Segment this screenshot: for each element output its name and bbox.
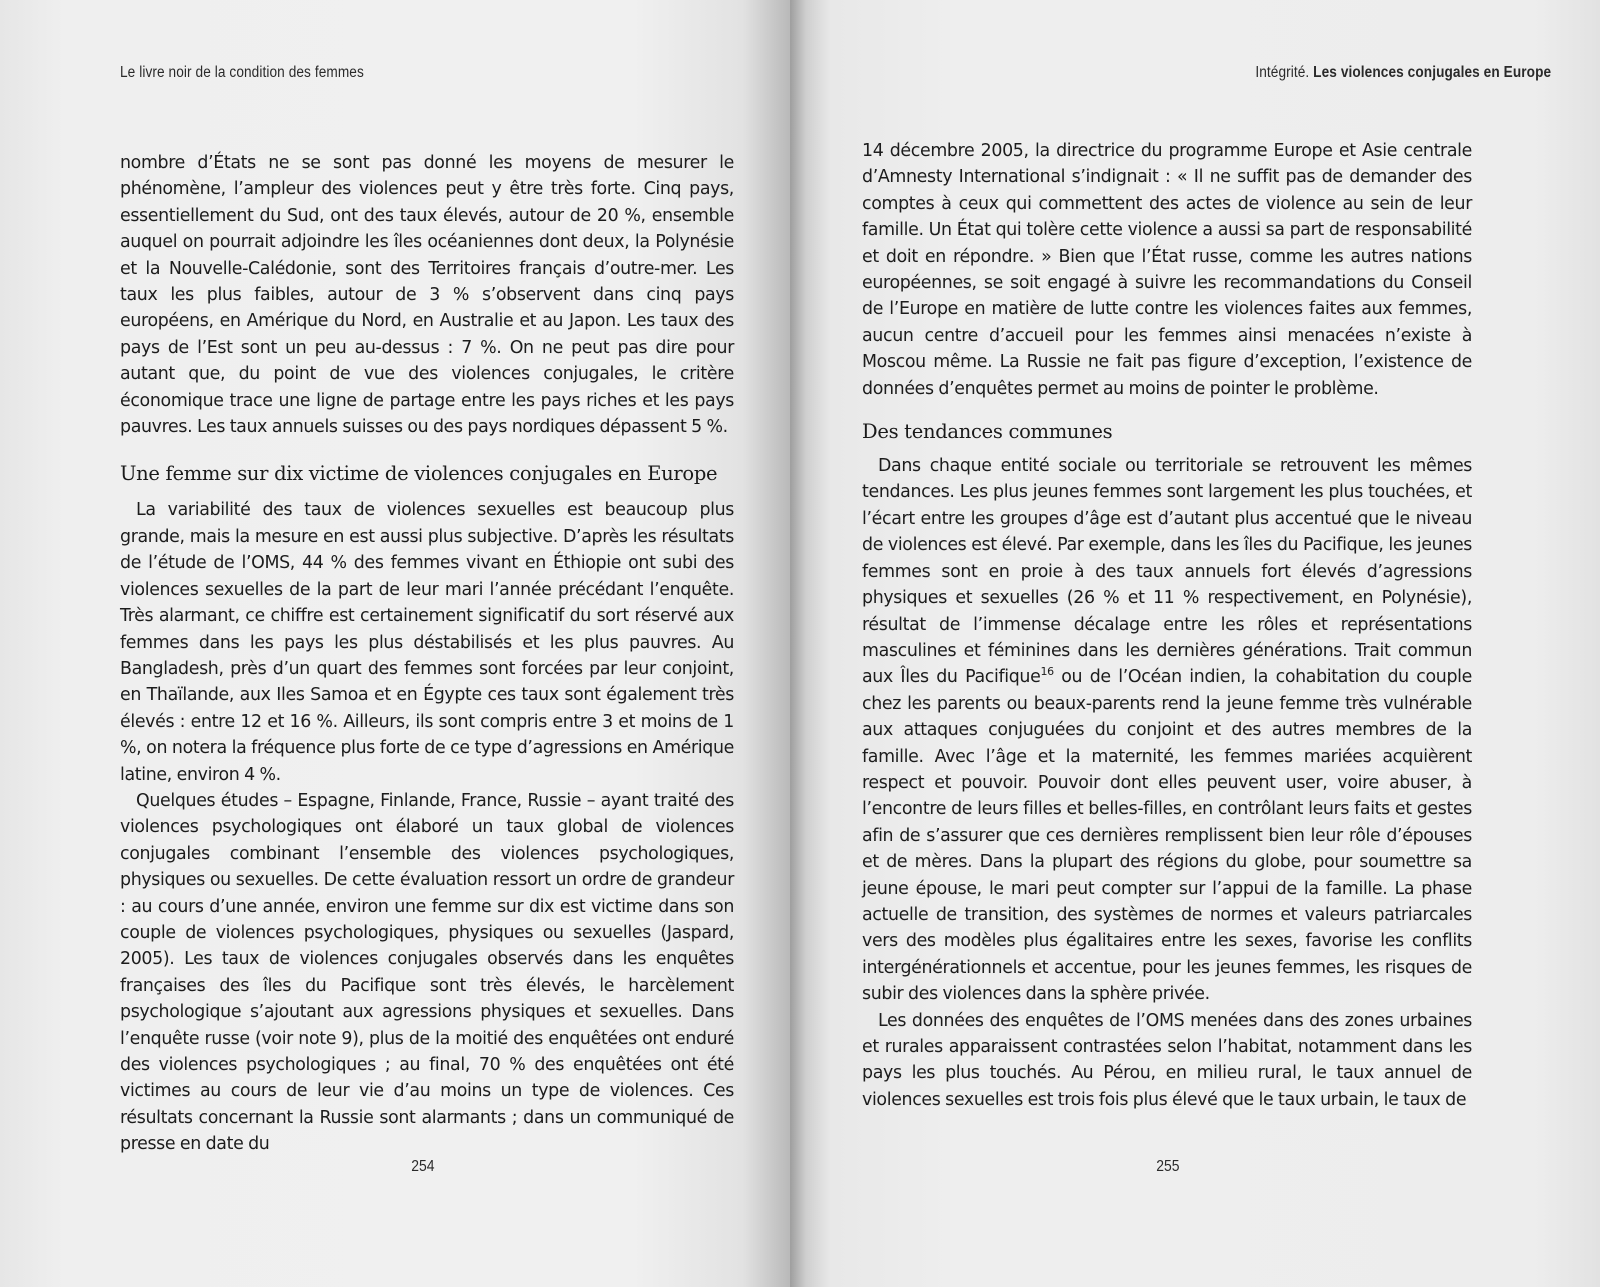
right-paragraph-1: 14 décembre 2005, la directrice du programme Europe et Asie centrale d’Amnesty International s’indignait : « Il ne suffit pas de demander des comptes à ceux qui commettent des actes de violence au sein de leur famille. Un État qui tolère cette violence a aussi sa part de responsabilité et doit en répondre. » Bien que l’État russe, comme les autres nations européennes, se soit engagé à suivre les recommandations du Conseil de l’Europe en matière de lutte contre les violences faites aux femmes, aucun centre d’accueil pour les femmes ainsi menacées n’existe à Moscou même. La Russie ne fait pas figure d’exception, l’existence de données d’enquêtes permet au moins de pointer le problème. <box>862 141 1472 399</box>
right-paragraph-2 <box>862 453 1472 1008</box>
left-paragraph-1: nombre d’États ne se sont pas donné les moyens de mesurer le phénomène, l’ampleur des violences peut y être très forte. Cinq pays, essentiellement du Sud, ont des taux élevés, autour de 20 %, ensemble auquel on pourrait adjoindre les îles océaniennes dont deux, la Polynésie et la Nouvelle-Calédonie, sont des Territoires français d’outre-mer. Les taux les plus faibles, autour de 3 % s’observent dans cinq pays européens, en Amérique du Nord, en Australie et au Japon. Les taux des pays de l’Est sont un peu au-dessus : 7 %. On ne peut pas dire pour autant que, du point de vue des violences conjugales, le critère économique trace une ligne de partage entre les pays riches et les pays pauvres. Les taux annuels suisses ou des pays nordiques dépassent 5 %. <box>120 153 734 438</box>
running-head-right <box>1255 64 1551 82</box>
left-page <box>0 0 790 1287</box>
running-head-section: Intégrité. <box>1255 64 1310 81</box>
right-paragraph-2-part-a: Dans chaque entité sociale ou territoriale se retrouvent les mêmes tendances. Les plus jeunes femmes sont largement les plus touchées, et l’écart entre les groupes d’âge est d’autant plus accentué que le niveau de violences est élevé. Par exemple, dans les îles du Pacifique, les jeunes femmes sont en proie à des taux annuels fort élevés d’agressions physiques et sexuelles (26 % et 11 % respectivement, en Polynésie), résultat de l’immense décalage entre les rôles et représentations masculines et féminines dans les dernières générations. Trait commun aux Îles du Pacifique <box>862 456 1472 688</box>
section-heading-tendances: Des tendances communes <box>862 420 1113 444</box>
running-head-chapter: Les violences conjugales en Europe <box>1313 64 1551 81</box>
right-paragraph-3: Les données des enquêtes de l’OMS menées dans des zones urbaines et rurales apparaissent contrastées selon l’habitat, notamment dans les pays les plus touchés. Au Pérou, en milieu rural, le taux annuel de violences sexuelles est trois fois plus élevé que le taux urbain, le taux de <box>862 1010 1472 1110</box>
left-paragraph-2: La variabilité des taux de violences sexuelles est beaucoup plus grande, mais la mesure en est aussi plus subjective. D’après les résultats de l’étude de l’OMS, 44 % des femmes vivant en Éthiopie ont subi des violences sexuelles de la part de leur mari l’année précédant l’enquête. Très alarmant, ce chiffre est certainement significatif du sort réservé aux femmes dans les pays les plus déstabilisés et les plus pauvres. Au Bangladesh, près d’un quart des femmes sont forcées par leur conjoint, en Thaïlande, aux Iles Samoa et en Égypte ces taux sont également très élevés : entre 12 et 16 %. Ailleurs, ils sont compris entre 3 et moins de 1 %, on notera la fréquence plus forte de ce type d’agressions en Amérique latine, environ 4 %. <box>120 500 734 785</box>
right-page-body <box>862 138 1472 1113</box>
running-head-left: Le livre noir de la condition des femmes <box>120 64 364 81</box>
right-paragraph-2-part-b: ou de l’Océan indien, la cohabitation du couple chez les parents ou beaux-parents rend la jeune femme très vulnérable aux attaques conjuguées du conjoint et des autres membres de la famille. Avec l’âge et la maternité, les femmes mariées acquièrent respect et pouvoir. Pouvoir dont elles peuvent user, voire abuser, à l’encontre de leurs filles et belles-filles, en contrôlant leurs faits et gestes afin de s’assurer que ces dernières remplissent bien leur rôle d’épouses et de mères. Dans la plupart des régions du globe, pour soumettre sa jeune épouse, le mari peut compter sur l’appui de la famille. La phase actuelle de transition, des systèmes de normes et valeurs patriarcales vers des modèles plus égalitaires entre les sexes, favorise les conflits intergénérationnels et accentue, pour les jeunes femmes, les risques de subir des violences dans la sphère privée. <box>862 667 1472 1005</box>
left-page-body <box>120 150 734 1158</box>
section-heading-europe: Une femme sur dix victime de violences conjugales en Europe <box>120 462 718 486</box>
right-page <box>790 0 1600 1287</box>
footnote-reference: 16 <box>1040 665 1054 679</box>
left-paragraph-3: Quelques études – Espagne, Finlande, France, Russie – ayant traité des violences psychologiques ont élaboré un taux global de violences conjugales combinant l’ensemble des violences psychologiques, physiques ou sexuelles. De cette évaluation ressort un ordre de grandeur : au cours d’une année, environ une femme sur dix est victime dans son couple de violences psychologiques, physiques ou sexuelles (Jaspard, 2005). Les taux de violences conjugales observés dans les enquêtes françaises des îles du Pacifique sont très élevés, le harcèlement psychologique s’ajoutant aux agressions physiques et sexuelles. Dans l’enquête russe (voir note 9), plus de la moitié des enquêtées ont enduré des violences psychologiques ; au final, 70 % des enquêtées ont été victimes au cours de leur vie d’au moins un type de violences. Ces résultats concernant la Russie sont alarmants ; dans un communiqué de presse en date du <box>120 790 734 1155</box>
page-number-left: 254 <box>411 1158 435 1175</box>
page-number-right: 255 <box>1156 1158 1180 1175</box>
